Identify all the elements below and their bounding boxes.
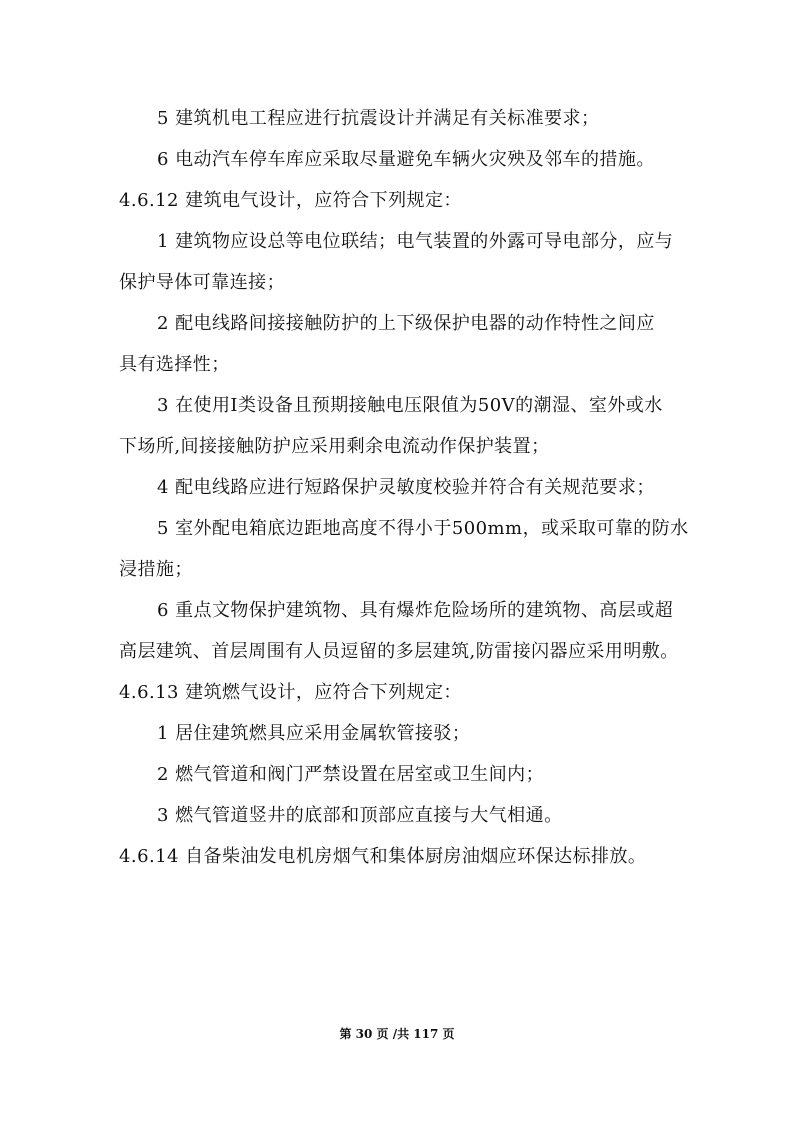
paragraph-line: 6 电动汽车停车库应采取尽量避免车辆火灾殃及邻车的措施。	[157, 149, 655, 170]
page-number-footer: 第 30 页 /共 117 页	[339, 1027, 455, 1041]
paragraph-line: 2 燃气管道和阀门严禁设置在居室或卫生间内；	[157, 764, 545, 785]
paragraph-line: 5 室外配电箱底边距地高度不得小于500mm，或采取可靠的防水	[157, 518, 689, 539]
document-body	[119, 98, 689, 877]
paragraph-line: 浸措施；	[119, 559, 193, 580]
section-heading-4-6-14: 4.6.14 自备柴油发电机房烟气和集体厨房油烟应环保达标排放。	[119, 846, 647, 867]
paragraph-line: 4 配电线路应进行短路保护灵敏度校验并符合有关规范要求；	[157, 477, 655, 498]
paragraph-line: 高层建筑、首层周围有人员逗留的多层建筑,防雷接闪器应采用明敷。	[119, 641, 679, 662]
paragraph-line: 具有选择性；	[119, 354, 230, 375]
paragraph-line: 保护导体可靠连接；	[119, 272, 286, 293]
paragraph-line: 5 建筑机电工程应进行抗震设计并满足有关标准要求；	[157, 108, 600, 129]
section-heading-4-6-12: 4.6.12 建筑电气设计，应符合下列规定：	[119, 190, 462, 211]
paragraph-line: 1 居住建筑燃具应采用金属软管接驳；	[157, 723, 471, 744]
paragraph-line: 2 配电线路间接接触防护的上下级保护电器的动作特性之间应	[157, 313, 655, 334]
paragraph-line: 下场所,间接接触防护应采用剩余电流动作保护装置；	[119, 436, 550, 457]
paragraph-line: 6 重点文物保护建筑物、具有爆炸危险场所的建筑物、高层或超	[157, 600, 674, 621]
paragraph-line: 3 在使用Ⅰ类设备且预期接触电压限值为50V的潮湿、室外或水	[157, 395, 663, 416]
section-heading-4-6-13: 4.6.13 建筑燃气设计，应符合下列规定：	[119, 682, 462, 703]
paragraph-line: 3 燃气管道竖井的底部和顶部应直接与大气相通。	[157, 805, 563, 826]
paragraph-line: 1 建筑物应设总等电位联结；电气装置的外露可导电部分，应与	[157, 231, 674, 252]
